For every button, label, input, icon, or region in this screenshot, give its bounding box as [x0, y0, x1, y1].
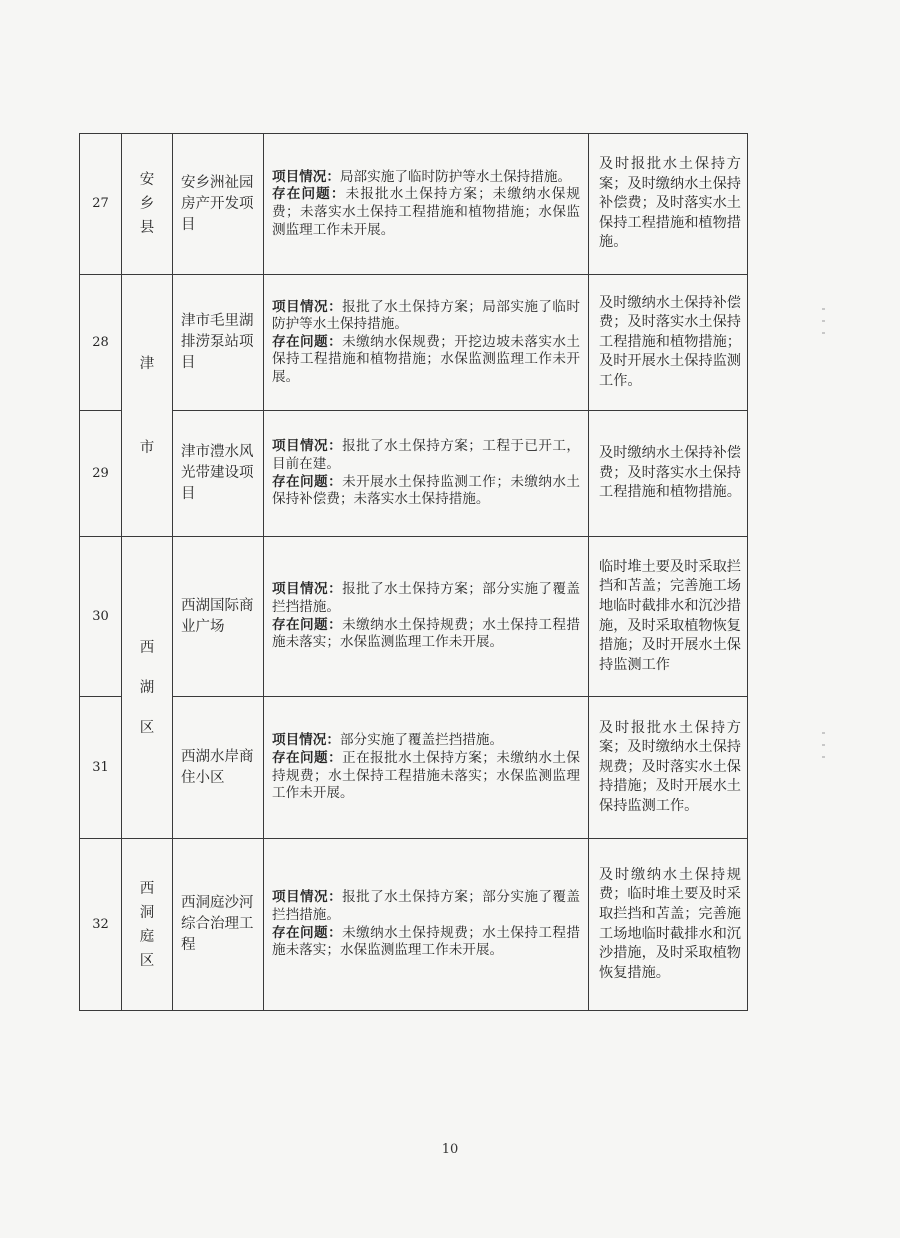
- region-cell: [122, 537, 173, 839]
- region-name: 西湖区: [139, 639, 155, 736]
- issue-label: 存在问题：: [272, 333, 343, 350]
- row-number: 30: [80, 537, 122, 697]
- region-cell: [122, 839, 173, 1011]
- rectification-measures: 及时缴纳水土保持补偿费；及时落实水土保持工程措施和植物措施；及时开展水土保持监测工作。: [589, 275, 748, 411]
- region-name: 安乡县: [139, 172, 155, 236]
- table-row: [80, 697, 748, 839]
- rectification-measures: 及时报批水土保持方案；及时缴纳水土保持补偿费；及时落实水土保持工程措施和植物措施。: [589, 134, 748, 275]
- scan-punch-marks: [822, 308, 828, 344]
- row-number: 32: [80, 839, 122, 1011]
- status-text: 报批了水土保持方案；部分实施了覆盖拦挡措施。: [272, 889, 581, 923]
- project-name: 安乡洲祉园房产开发项目: [173, 134, 264, 275]
- project-name: 津市澧水风光带建设项目: [173, 411, 264, 537]
- project-name: 西湖国际商业广场: [173, 537, 264, 697]
- table-row: [80, 839, 748, 1011]
- inspection-table: [79, 133, 748, 1011]
- project-description: [264, 411, 589, 537]
- issue-text: 未缴纳水土保持规费；水土保持工程措施未落实；水保监测监理工作未开展。: [272, 924, 581, 959]
- row-number: 29: [80, 411, 122, 537]
- issue-label: 存在问题：: [272, 473, 343, 490]
- table-row: [80, 411, 748, 537]
- rectification-measures: 及时缴纳水土保持规费；临时堆土要及时采取拦挡和苫盖；完善施工场地临时截排水和沉沙措施，及时采取植物恢复措施。: [589, 839, 748, 1011]
- issue-text: 正在报批水土保持方案；未缴纳水土保持规费；水土保持工程措施未落实；水保监测监理工作未开展。: [272, 749, 581, 802]
- row-number: 28: [80, 275, 122, 411]
- rectification-measures: 临时堆土要及时采取拦挡和苫盖；完善施工场地临时截排水和沉沙措施，及时采取植物恢复措施；及时开展水土保持监测工作: [589, 537, 748, 697]
- issue-text: 未缴纳水土保持规费；水土保持工程措施未落实；水保监测监理工作未开展。: [272, 616, 581, 651]
- region-cell: [122, 275, 173, 537]
- region-name: 津市: [139, 355, 155, 456]
- issue-text: 未缴纳水保规费；开挖边坡未落实水土保持工程措施和植物措施；水保监测监理工作未开展。: [272, 333, 581, 385]
- status-label: 项目情况：: [272, 732, 340, 749]
- table-row: [80, 537, 748, 697]
- issue-text: 未开展水土保持监测工作；未缴纳水土保持补偿费；未落实水土保持措施。: [272, 473, 581, 508]
- status-text: 报批了水土保持方案；工程于已开工，目前在建。: [272, 438, 581, 472]
- project-description: [264, 134, 589, 275]
- issue-label: 存在问题：: [272, 616, 343, 633]
- project-description: [264, 839, 589, 1011]
- issue-label: 存在问题：: [272, 749, 343, 766]
- rectification-measures: 及时缴纳水土保持补偿费；及时落实水土保持工程措施和植物措施。: [589, 411, 748, 537]
- issue-label: 存在问题：: [272, 924, 343, 941]
- row-number: 27: [80, 134, 122, 275]
- row-number: 31: [80, 697, 122, 839]
- status-label: 项目情况：: [272, 298, 343, 315]
- issue-label: 存在问题：: [272, 186, 346, 203]
- status-label: 项目情况：: [272, 581, 343, 598]
- status-label: 项目情况：: [272, 168, 340, 185]
- project-description: [264, 697, 589, 839]
- project-name: 西洞庭沙河综合治理工程: [173, 839, 264, 1011]
- project-description: [264, 275, 589, 411]
- status-label: 项目情况：: [272, 889, 343, 906]
- project-description: [264, 537, 589, 697]
- table-row: [80, 134, 748, 275]
- scan-punch-marks: [822, 732, 828, 768]
- region-name: 西洞庭区: [139, 880, 155, 969]
- region-cell: [122, 134, 173, 275]
- status-text: 部分实施了覆盖拦挡措施。: [339, 732, 504, 749]
- status-text: 报批了水土保持方案；部分实施了覆盖拦挡措施。: [272, 581, 581, 615]
- status-text: 局部实施了临时防护等水土保持措施。: [339, 168, 572, 185]
- status-text: 报批了水土保持方案；局部实施了临时防护等水土保持措施。: [272, 298, 581, 333]
- project-name: 西湖水岸商住小区: [173, 697, 264, 839]
- rectification-measures: 及时报批水土保持方案；及时缴纳水土保持规费；及时落实水土保持措施；及时开展水土保持监测工作。: [589, 697, 748, 839]
- status-label: 项目情况：: [272, 438, 343, 455]
- issue-text: 未报批水土保持方案；未缴纳水保规费；未落实水土保持工程措施和植物措施；水保监测监理工作未开展。: [272, 186, 581, 238]
- project-name: 津市毛里湖排涝泵站项目: [173, 275, 264, 411]
- page-number: 10: [441, 1142, 459, 1157]
- table-row: [80, 275, 748, 411]
